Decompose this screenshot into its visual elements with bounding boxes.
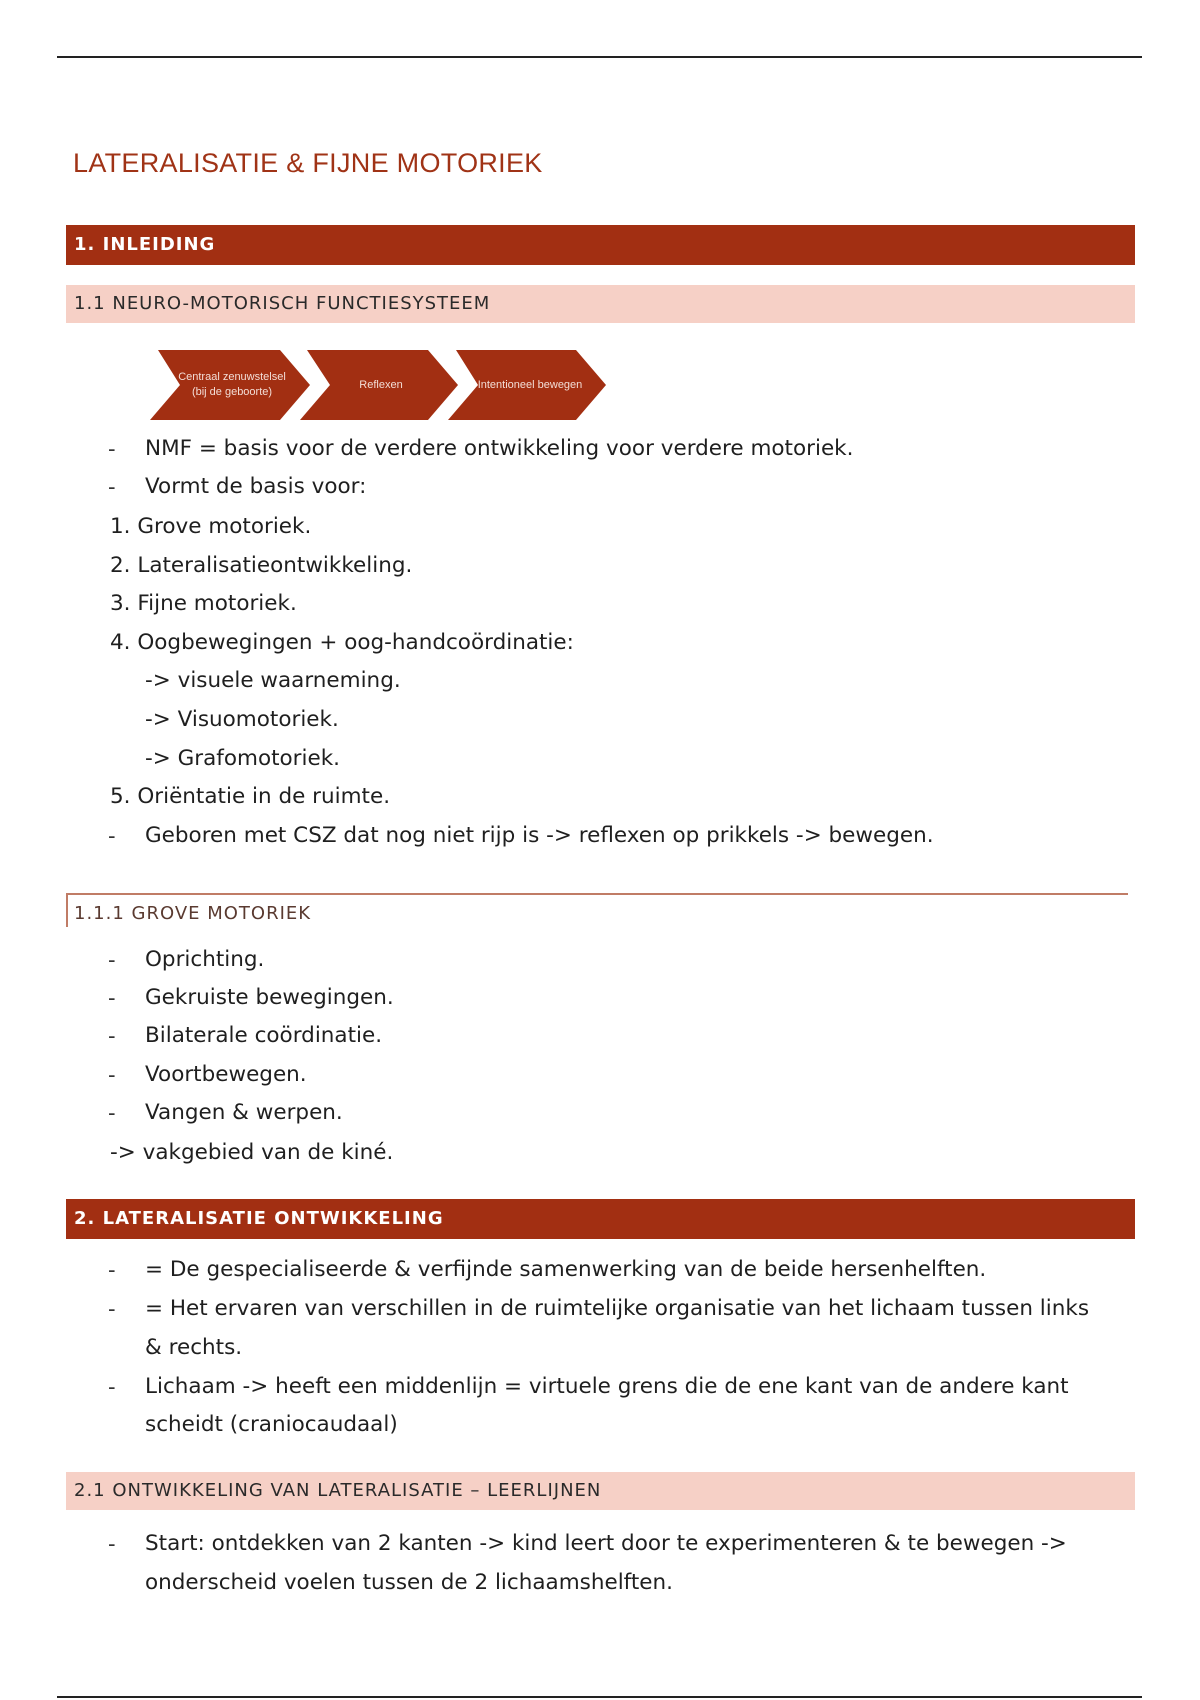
grove-bullet-2: Gekruiste bewegingen.: [145, 985, 394, 1010]
chevron-label-2: Reflexen: [359, 378, 403, 391]
grove-note: -> vakgebied van de kiné.: [110, 1140, 394, 1165]
lat-bullet-1: = De gespecialiseerde & verfijnde samenwerking van de beide hersenhelften.: [145, 1257, 987, 1282]
grove-bullet-1: Oprichting.: [145, 947, 265, 972]
grove-bullet-4: Voortbewegen.: [145, 1062, 307, 1087]
section-heading-lateralisatie: 2. LATERALISATIE ONTWIKKELING: [66, 1199, 1135, 1239]
bottom-rule: [57, 1696, 1142, 1698]
grove-bullet-3: Bilaterale coördinatie.: [145, 1023, 383, 1048]
nmf-subitem-2: -> Visuomotoriek.: [145, 707, 339, 732]
bullet-dash: -: [108, 824, 116, 848]
nmf-bullet-2: Vormt de basis voor:: [145, 474, 367, 499]
bullet-dash: -: [108, 1063, 116, 1087]
bullet-dash: -: [108, 986, 116, 1010]
leer-bullet-1-line-2: onderscheid voelen tussen de 2 lichaamshelften.: [145, 1570, 673, 1595]
leer-bullet-1-line-1: Start: ontdekken van 2 kanten -> kind leert door te experimenteren & te bewegen ->: [145, 1531, 1067, 1556]
bullet-dash: -: [108, 1258, 116, 1282]
top-rule: [57, 56, 1142, 58]
lat-bullet-2-line-2: & rechts.: [145, 1335, 243, 1360]
nmf-subitem-3: -> Grafomotoriek.: [145, 746, 341, 771]
lat-bullet-3-line-2: scheidt (craniocaudaal): [145, 1412, 398, 1437]
subsection-heading-grove-motoriek: 1.1.1 GROVE MOTORIEK: [66, 893, 1128, 927]
bullet-dash: -: [108, 1297, 116, 1321]
document-title: LATERALISATIE & FIJNE MOTORIEK: [73, 148, 543, 178]
bullet-dash: -: [108, 475, 116, 499]
chevron-label-3: Intentioneel bewegen: [477, 378, 583, 391]
bullet-dash: -: [108, 948, 116, 972]
section-heading-neuro-motorisch: 1.1 NEURO-MOTORISCH FUNCTIESYSTEEM: [66, 285, 1135, 323]
nmf-subitem-1: -> visuele waarneming.: [145, 668, 401, 693]
lat-bullet-3-line-1: Lichaam -> heeft een middenlijn = virtuele grens die de ene kant van de andere kant: [145, 1374, 1069, 1399]
nmf-bullet-3: Geboren met CSZ dat nog niet rijp is -> reflexen op prikkels -> bewegen.: [145, 823, 934, 848]
nmf-item-5: 5. Oriëntatie in de ruimte.: [110, 784, 391, 809]
bullet-dash: -: [108, 437, 116, 461]
section-heading-leerlijnen: 2.1 ONTWIKKELING VAN LATERALISATIE – LEERLIJNEN: [66, 1472, 1135, 1510]
process-diagram: [150, 350, 610, 420]
nmf-item-3: 3. Fijne motoriek.: [110, 591, 297, 616]
nmf-item-1: 1. Grove motoriek.: [110, 514, 312, 539]
bullet-dash: -: [108, 1101, 116, 1125]
bullet-dash: -: [108, 1375, 116, 1399]
nmf-bullet-1: NMF = basis voor de verdere ontwikkeling voor verdere motoriek.: [145, 436, 854, 461]
nmf-item-2: 2. Lateralisatieontwikkeling.: [110, 553, 413, 578]
lat-bullet-2-line-1: = Het ervaren van verschillen in de ruimtelijke organisatie van het lichaam tussen links: [145, 1296, 1090, 1321]
nmf-item-4: 4. Oogbewegingen + oog-handcoördinatie:: [110, 630, 574, 655]
chevron-label-1: Centraal zenuwstelsel (bij de geboorte): [178, 371, 286, 398]
bullet-dash: -: [108, 1532, 116, 1556]
bullet-dash: -: [108, 1024, 116, 1048]
grove-bullet-5: Vangen & werpen.: [145, 1100, 343, 1125]
section-heading-inleiding: 1. INLEIDING: [66, 225, 1135, 265]
